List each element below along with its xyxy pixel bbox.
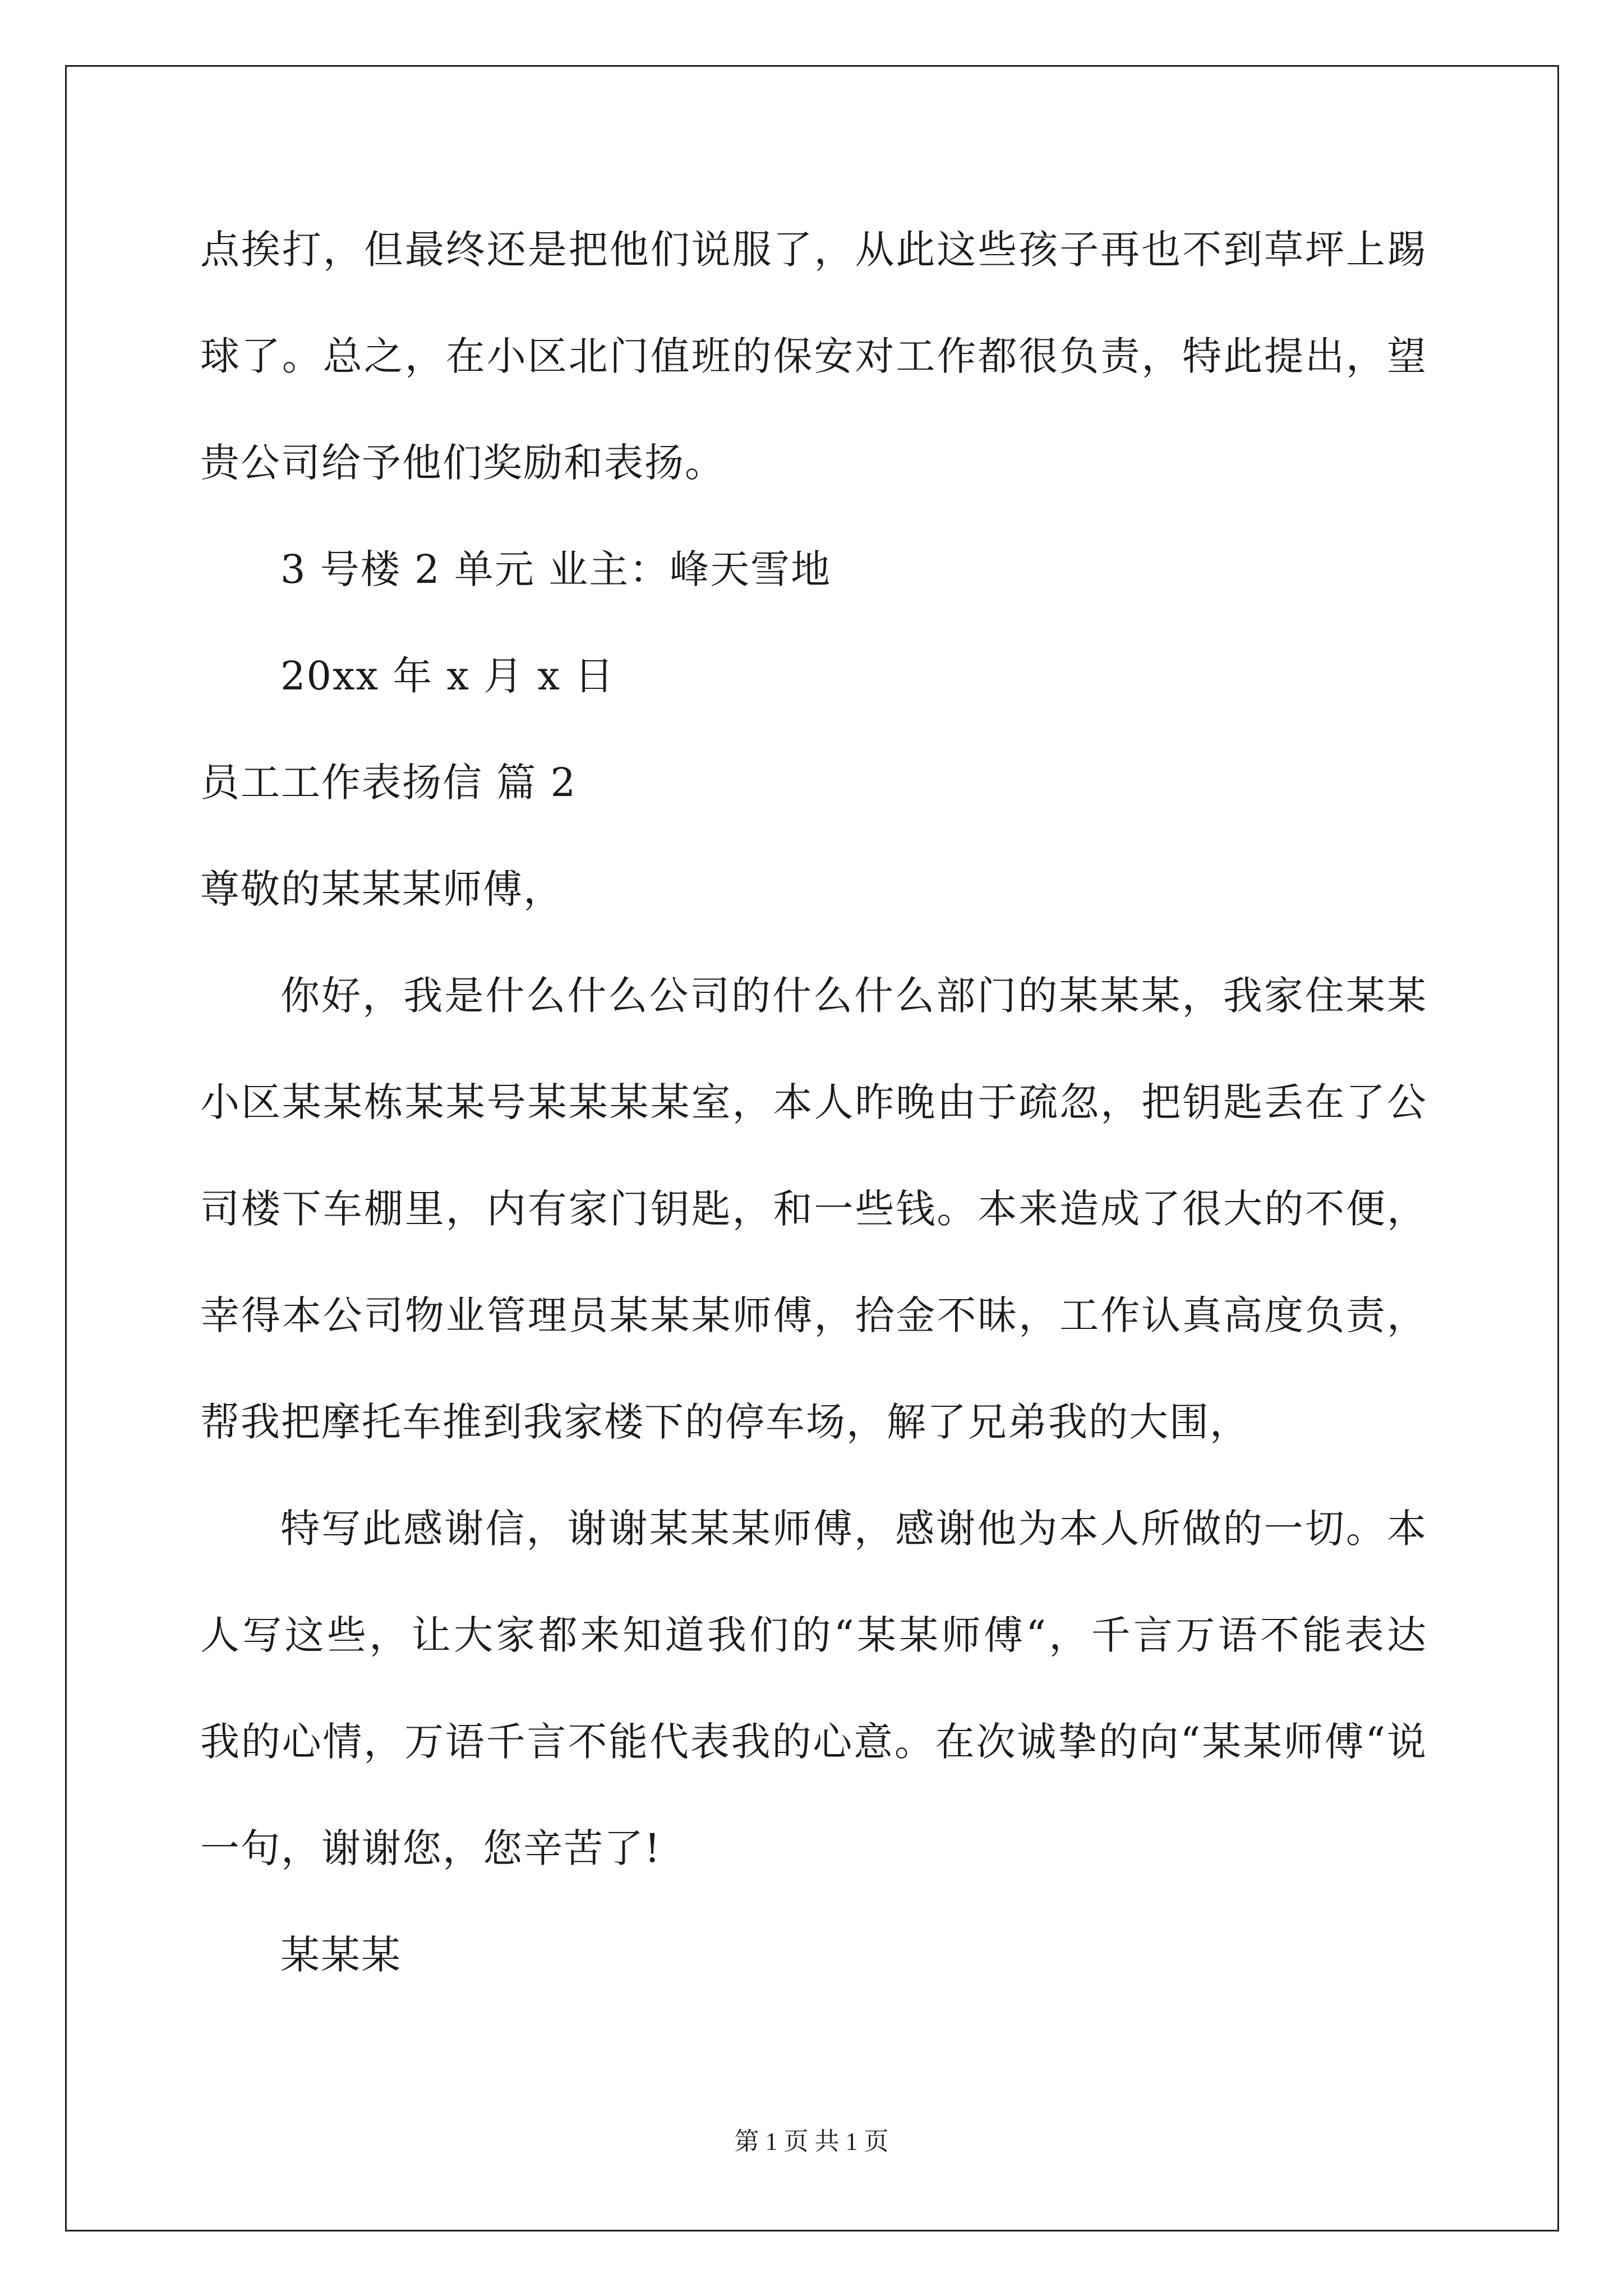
page-footer: 第 1 页 共 1 页	[734, 2128, 889, 2155]
body-line: 我的心情，万语千言不能代表我的心意。在次诚挚的向“某某师傅“说	[200, 1719, 1427, 1765]
body-line: 你好，我是什么什么公司的什么什么部门的某某某，我家住某某	[280, 973, 1427, 1019]
section-heading: 员工工作表扬信 篇 2	[200, 760, 577, 806]
body-line: 特写此感谢信，谢谢某某某师傅，感谢他为本人所做的一切。本	[280, 1506, 1427, 1552]
body-line: 球了。总之，在小区北门值班的保安对工作都很负责，特此提出，望	[200, 333, 1427, 379]
signature-address: 3 号楼 2 单元 业主：峰天雪地	[280, 546, 832, 592]
body-line: 小区某某栋某某号某某某某室，本人昨晚由于疏忽，把钥匙丢在了公	[200, 1079, 1427, 1125]
signature-date: 20xx 年 x 月 x 日	[280, 653, 615, 699]
body-line: 人写这些，让大家都来知道我们的“某某师傅“，千言万语不能表达	[200, 1612, 1427, 1658]
body-line: 幸得本公司物业管理员某某某师傅，拾金不昧，工作认真高度负责，	[200, 1292, 1427, 1338]
salutation: 尊敬的某某某师傅，	[200, 866, 564, 912]
page-border	[65, 65, 1559, 2231]
body-line: 贵公司给予他们奖励和表扬。	[200, 440, 725, 486]
body-line: 一句，谢谢您，您辛苦了!	[200, 1825, 662, 1871]
body-line: 帮我把摩托车推到我家楼下的停车场，解了兄弟我的大围，	[200, 1399, 1250, 1445]
body-line: 点挨打，但最终还是把他们说服了，从此这些孩子再也不到草坪上踢	[200, 227, 1427, 273]
body-line: 司楼下车棚里，内有家门钥匙，和一些钱。本来造成了很大的不便，	[200, 1186, 1427, 1232]
letter-signature: 某某某	[280, 1932, 402, 1978]
